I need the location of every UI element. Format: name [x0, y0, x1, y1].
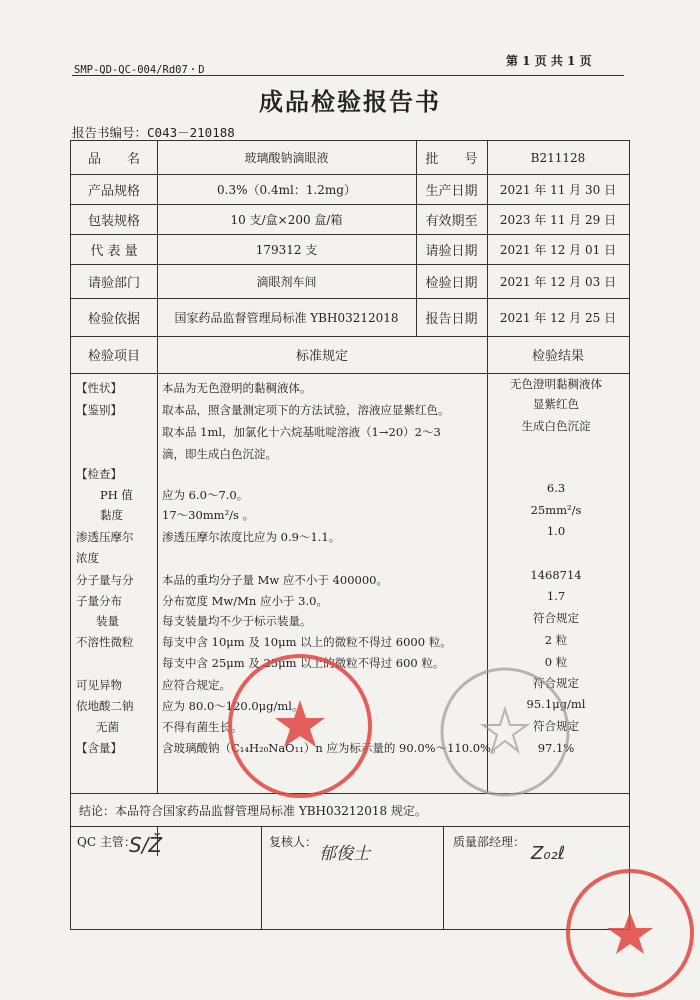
- label-quantity: 代 表 量: [90, 243, 138, 259]
- qa-manager-label: 质量部经理：: [453, 835, 526, 849]
- item-result-distribution: 1.7: [546, 589, 566, 603]
- reviewer-label: 复核人：: [269, 835, 318, 849]
- item-result-edta: 95.1μg/ml: [526, 697, 586, 711]
- report-number-value: C043－210188: [147, 125, 235, 140]
- item-name-ph: PH 值: [100, 488, 133, 502]
- item-name-viscosity: 黏度: [100, 508, 123, 522]
- value-basis: 国家药品监督管理局标准 YBH03212018: [174, 310, 399, 325]
- item-result-identification-2: 生成白色沉淀: [521, 419, 591, 433]
- item-result-particles-25: 0 粒: [544, 655, 568, 669]
- value-product-name: 玻璃酸钠滴眼液: [244, 151, 329, 165]
- item-name-molecular-weight-2: 子量分布: [76, 594, 122, 608]
- value-department: 滴眼剂车间: [256, 274, 317, 289]
- item-spec-identification-2: 取本品 1ml，加氯化十六烷基吡啶溶液（1→20）2～3: [162, 425, 441, 439]
- value-test-date: 2021 年 12 月 03 日: [499, 274, 617, 289]
- reviewer-signature: 郁俊士: [319, 844, 370, 864]
- item-result-osmolality: 1.0: [546, 524, 566, 538]
- value-expiry: 2023 年 11 月 29 日: [499, 212, 617, 227]
- label-product-name: 品 名: [87, 152, 140, 167]
- item-result-assay: 97.1%: [537, 741, 575, 755]
- item-result-molecular-weight: 1468714: [530, 568, 582, 582]
- item-spec-appearance: 本品为无色澄明的黏稠液体。: [162, 381, 312, 395]
- item-spec-particles-10: 每支中含 10μm 及 10μm 以上的微粒不得过 6000 粒。: [162, 635, 452, 649]
- value-production-date: 2021 年 11 月 30 日: [499, 182, 617, 197]
- item-spec-osmolality: 渗透压摩尔浓度比应为 0.9～1.1。: [162, 530, 341, 544]
- label-report-date: 报告日期: [425, 311, 478, 327]
- inspection-seal-red: [226, 652, 374, 800]
- item-spec-viscosity: 17～30mm²/s 。: [162, 508, 255, 522]
- label-production-date: 生产日期: [425, 183, 478, 199]
- item-spec-particles-25: 每支中含 25μm 及 25μm 以上的微粒不得过 600 粒。: [162, 656, 445, 670]
- item-name-identification: 【鉴别】: [76, 403, 122, 417]
- item-name-osmolality-2: 浓度: [76, 551, 99, 565]
- item-spec-fill-volume: 每支装量均不少于标示装量。: [162, 614, 312, 628]
- qa-manager-signature: Z₀₂ℓ: [531, 843, 566, 864]
- conclusion-text: 结论：本品符合国家药品监督管理局标准 YBH03212018 规定。: [79, 804, 427, 818]
- item-name-edta: 依地酸二钠: [76, 699, 134, 713]
- item-spec-edta: 应为 80.0～120.0μg/ml。: [162, 699, 304, 713]
- label-packaging: 包装规格: [87, 213, 140, 229]
- label-basis: 检验依据: [87, 311, 140, 327]
- report-title: 成品检验报告书: [259, 87, 441, 116]
- item-result-particles-10: 2 粒: [544, 633, 568, 647]
- item-spec-molecular-weight: 本品的重均分子量 Mw 应不小于 400000。: [162, 573, 388, 587]
- item-name-fill-volume: 装量: [96, 614, 119, 628]
- column-header-standard: 标准规定: [295, 349, 348, 364]
- column-header-item: 检验项目: [87, 349, 140, 364]
- label-spec: 产品规格: [87, 183, 140, 199]
- page-info: 第 1 页 共 1 页: [506, 54, 592, 68]
- item-name-visible-foreign: 可见异物: [76, 678, 122, 692]
- item-spec-distribution: 分布宽度 Mw/Mn 应小于 3.0。: [162, 594, 328, 608]
- item-spec-sterility: 不得有菌生长。: [162, 720, 243, 734]
- item-spec-visible-foreign: 应符合规定。: [162, 678, 231, 692]
- item-result-fill-volume: 符合规定: [533, 611, 579, 625]
- distributor-seal-red: [565, 868, 695, 998]
- value-spec: 0.3%（0.4ml：1.2mg）: [217, 182, 356, 197]
- inspection-seal-grey: [438, 665, 572, 799]
- value-report-date: 2021 年 12 月 25 日: [499, 310, 617, 325]
- label-department: 请验部门: [87, 275, 140, 291]
- qc-supervisor-signature: S/Ž: [129, 833, 163, 857]
- item-spec-ph: 应为 6.0～7.0。: [162, 488, 249, 502]
- item-spec-assay: 含玻璃酸钠（C₁₄H₂₀NaO₁₁）n 应为标示量的 90.0%～110.0%。: [162, 741, 503, 755]
- label-request-date: 请验日期: [425, 243, 478, 259]
- report-number-label: 报告书编号：: [72, 125, 148, 140]
- header-divider: [72, 75, 624, 76]
- report-number: [72, 123, 235, 141]
- value-batch-no: B211128: [530, 150, 586, 165]
- value-request-date: 2021 年 12 月 01 日: [499, 242, 617, 257]
- value-quantity: 179312 支: [255, 242, 318, 257]
- value-packaging: 10 支/盒×200 盒/箱: [230, 212, 343, 227]
- item-name-appearance: 【性状】: [76, 381, 122, 395]
- label-expiry: 有效期至: [425, 213, 478, 229]
- item-result-identification-1: 显紫红色: [533, 397, 579, 411]
- document-code: SMP-QD-QC-004/Rd07・D: [74, 64, 205, 76]
- column-header-result: 检验结果: [531, 349, 584, 364]
- label-batch-no: 批 号: [425, 152, 478, 167]
- item-spec-identification-1: 取本品，照含量测定项下的方法试验，溶液应显紫红色。: [162, 403, 450, 417]
- item-result-viscosity: 25mm²/s: [530, 503, 582, 517]
- item-name-assay: 【含量】: [76, 741, 122, 755]
- label-test-date: 检验日期: [425, 275, 478, 291]
- item-name-inspection: 【检查】: [76, 467, 122, 481]
- qc-supervisor-label: QC 主管：: [77, 835, 136, 849]
- item-result-appearance: 无色澄明黏稠液体: [510, 377, 602, 391]
- item-name-particles: 不溶性微粒: [76, 635, 134, 649]
- item-result-ph: 6.3: [546, 481, 566, 495]
- item-name-osmolality-1: 渗透压摩尔: [76, 530, 134, 544]
- item-result-visible-foreign: 符合规定: [533, 676, 579, 690]
- item-name-molecular-weight-1: 分子量与分: [76, 573, 134, 587]
- item-spec-identification-3: 滴，即生成白色沉淀。: [162, 447, 277, 461]
- item-name-sterility: 无菌: [96, 720, 119, 734]
- item-result-sterility: 符合规定: [533, 719, 579, 733]
